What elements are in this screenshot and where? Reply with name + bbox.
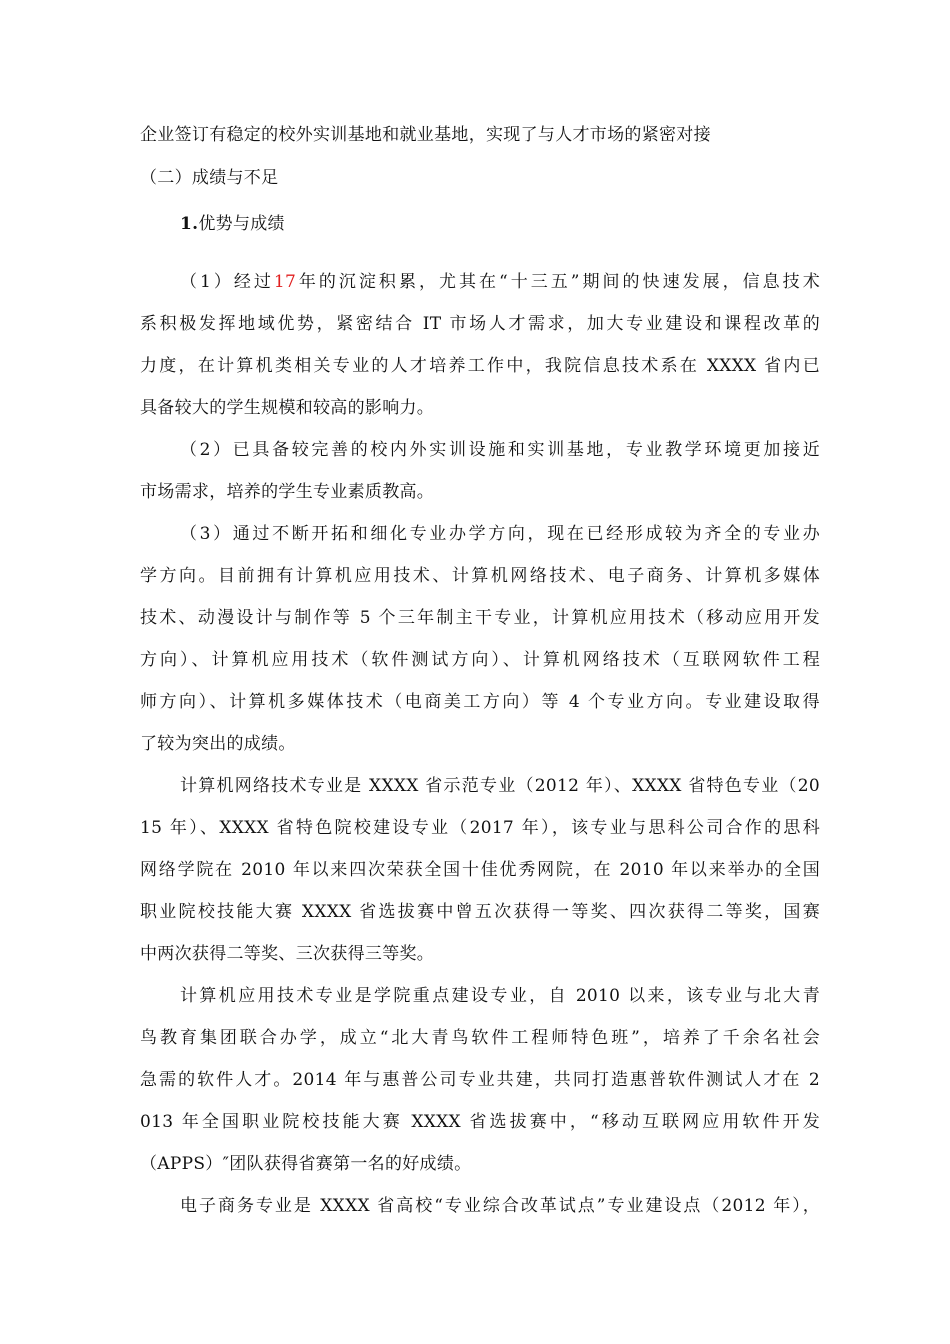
para5-line: 鸟教育集团联合办学，成立“北大青鸟软件工程师特色班”，培养了千余名社会 bbox=[140, 1028, 820, 1048]
para1-line1-rest: 年的沉淀积累，尤其在“十三五”期间的快速发展，信息技术 bbox=[296, 272, 820, 292]
para5-line: 计算机应用技术专业是学院重点建设专业，自 2010 以来，该专业与北大青 bbox=[180, 986, 820, 1006]
para4-line: 15 年）、XXXX 省特色院校建设专业（2017 年），该专业与思科公司合作的思科 bbox=[140, 818, 820, 838]
para3-line: 方向）、计算机应用技术（软件测试方向）、计算机网络技术（互联网软件工程 bbox=[140, 650, 820, 670]
para2-line: （2）已具备较完善的校内外实训设施和实训基地，专业教学环境更加接近 bbox=[180, 440, 820, 460]
para5-line: 013 年全国职业院校技能大赛 XXXX 省选拔赛中，“移动互联网应用软件开发 bbox=[140, 1112, 820, 1132]
para1-prefix: （1）经过 bbox=[180, 272, 274, 292]
para4-line: 网络学院在 2010 年以来四次荣获全国十佳优秀网院，在 2010 年以来举办的全国 bbox=[140, 860, 820, 880]
para1-line1 bbox=[180, 270, 820, 294]
para3-line: 了较为突出的成绩。 bbox=[140, 734, 296, 754]
para3-line: （3）通过不断开拓和细化专业办学方向，现在已经形成较为齐全的专业办 bbox=[180, 524, 820, 544]
subsection-heading bbox=[180, 212, 860, 236]
para3-line: 技术、动漫设计与制作等 5 个三年制主干专业，计算机应用技术（移动应用开发 bbox=[140, 608, 820, 628]
para2-line: 市场需求，培养的学生专业素质教高。 bbox=[140, 482, 435, 502]
para4-line: 职业院校技能大赛 XXXX 省选拔赛中曾五次获得一等奖、四次获得二等奖，国赛 bbox=[140, 902, 820, 922]
subsection-title: 优势与成绩 bbox=[198, 214, 285, 234]
para1-line: 力度，在计算机类相关专业的人才培养工作中，我院信息技术系在 XXXX 省内已 bbox=[140, 356, 820, 376]
para1-line: 系积极发挥地域优势，紧密结合 IT 市场人才需求，加大专业建设和课程改革的 bbox=[140, 314, 820, 334]
para1-highlight-number: 17 bbox=[273, 272, 297, 292]
para3-line: 师方向）、计算机多媒体技术（电商美工方向）等 4 个专业方向。专业建设取得 bbox=[140, 692, 820, 712]
para4-line: 中两次获得二等奖、三次获得三等奖。 bbox=[140, 944, 435, 964]
para5-line: （APPS）″团队获得省赛第一名的好成绩。 bbox=[140, 1154, 472, 1174]
para5-line: 急需的软件人才。2014 年与惠普公司专业共建，共同打造惠普软件测试人才在 2 bbox=[140, 1070, 820, 1090]
section-heading: （二）成绩与不足 bbox=[140, 168, 279, 188]
para6-line: 电子商务专业是 XXXX 省高校“专业综合改革试点”专业建设点（2012 年）， bbox=[180, 1196, 820, 1216]
para4-line: 计算机网络技术专业是 XXXX 省示范专业（2012 年）、XXXX 省特色专业（20 bbox=[180, 776, 820, 796]
para3-line: 学方向。目前拥有计算机应用技术、计算机网络技术、电子商务、计算机多媒体 bbox=[140, 566, 820, 586]
intro-line: 企业签订有稳定的校外实训基地和就业基地，实现了与人才市场的紧密对接 bbox=[140, 125, 711, 145]
subsection-number: 1. bbox=[180, 214, 199, 234]
para1-line: 具备较大的学生规模和较高的影响力。 bbox=[140, 398, 435, 418]
